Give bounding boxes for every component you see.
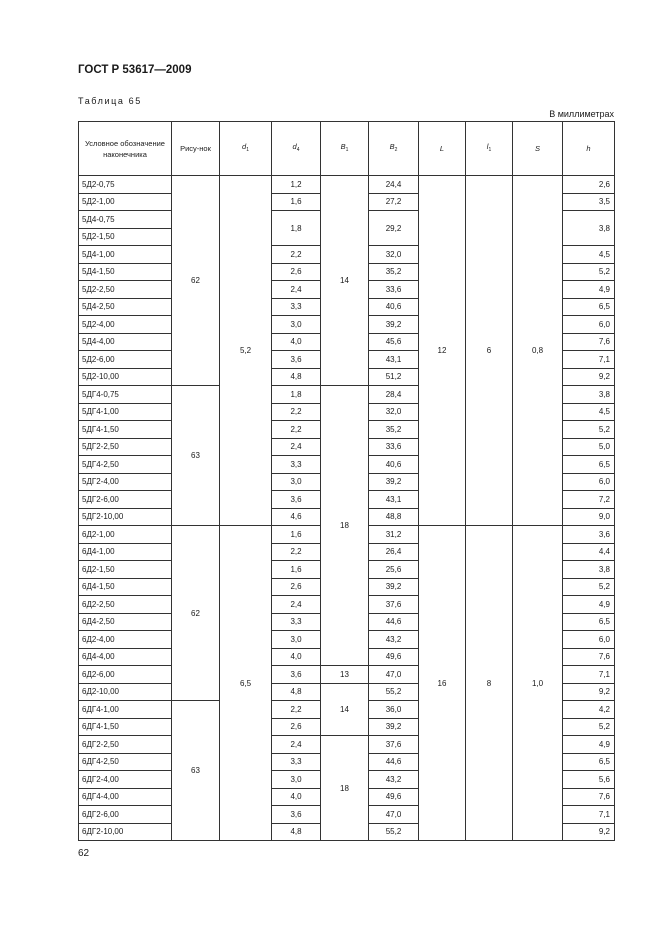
cell-h: 5,0 [563,438,615,456]
cell-designation: 5Д2-1,50 [79,228,172,246]
cell-designation: 6ДГ4-2,50 [79,753,172,771]
cell-h: 7,6 [563,648,615,666]
header-S: S [513,122,563,176]
cell-h: 7,1 [563,806,615,824]
cell-d4: 3,6 [272,491,321,509]
cell-designation: 5Д2-2,50 [79,281,172,299]
cell-designation: 5Д4-4,00 [79,333,172,351]
cell-B2: 32,0 [369,246,419,264]
header-h: h [563,122,615,176]
cell-designation: 5ДГ4-2,50 [79,456,172,474]
cell-h: 6,0 [563,316,615,334]
cell-designation: 5Д4-1,00 [79,246,172,264]
cell-designation: 6Д4-1,00 [79,543,172,561]
cell-designation: 5ДГ4-0,75 [79,386,172,404]
cell-h: 5,2 [563,718,615,736]
cell-designation: 6Д4-2,50 [79,613,172,631]
cell-designation: 6Д2-4,00 [79,631,172,649]
cell-designation: 5Д2-1,00 [79,193,172,211]
cell-designation: 6ДГ4-1,00 [79,701,172,719]
cell-B2: 39,2 [369,473,419,491]
cell-d4: 4,8 [272,683,321,701]
cell-h: 3,8 [563,386,615,404]
cell-B2: 40,6 [369,298,419,316]
cell-designation: 5Д2-10,00 [79,368,172,386]
cell-figure: 63 [172,701,220,841]
cell-h: 3,8 [563,211,615,246]
cell-h: 6,5 [563,456,615,474]
cell-d4: 1,6 [272,561,321,579]
header-figure: Рису-нок [172,122,220,176]
cell-designation: 5Д2-6,00 [79,351,172,369]
cell-d4: 3,0 [272,771,321,789]
cell-B2: 55,2 [369,683,419,701]
cell-h: 5,6 [563,771,615,789]
cell-h: 6,5 [563,298,615,316]
cell-h: 9,2 [563,823,615,841]
cell-d4: 2,6 [272,718,321,736]
cell-h: 7,1 [563,351,615,369]
cell-designation: 6ДГ2-10,00 [79,823,172,841]
cell-designation: 5Д2-4,00 [79,316,172,334]
cell-designation: 6ДГ2-4,00 [79,771,172,789]
cell-h: 9,0 [563,508,615,526]
cell-d4: 3,6 [272,666,321,684]
cell-designation: 5ДГ4-1,00 [79,403,172,421]
cell-h: 9,2 [563,368,615,386]
cell-figure: 63 [172,386,220,526]
cell-d4: 2,6 [272,263,321,281]
cell-B2: 28,4 [369,386,419,404]
cell-h: 4,5 [563,403,615,421]
cell-B2: 31,2 [369,526,419,544]
cell-d4: 1,2 [272,176,321,194]
cell-B2: 35,2 [369,263,419,281]
cell-d4: 2,4 [272,281,321,299]
page-number: 62 [78,848,90,859]
header-B2: $B_2$ [369,122,419,176]
cell-designation: 5ДГ2-10,00 [79,508,172,526]
cell-B1: 13 [321,666,369,684]
cell-d4: 3,3 [272,298,321,316]
cell-B2: 37,6 [369,736,419,754]
cell-B2: 43,2 [369,771,419,789]
cell-h: 3,8 [563,561,615,579]
header-L: L [419,122,466,176]
cell-B2: 44,6 [369,613,419,631]
cell-h: 5,2 [563,578,615,596]
cell-designation: 6Д2-1,50 [79,561,172,579]
cell-B2: 43,1 [369,491,419,509]
cell-designation: 6Д2-2,50 [79,596,172,614]
cell-d4: 3,0 [272,631,321,649]
cell-designation: 6Д4-4,00 [79,648,172,666]
cell-d4: 3,6 [272,351,321,369]
cell-designation: 6ДГ2-2,50 [79,736,172,754]
table-row [79,176,615,194]
cell-designation: 5Д4-0,75 [79,211,172,229]
cell-h: 6,5 [563,613,615,631]
cell-d4: 4,8 [272,368,321,386]
cell-d4: 3,0 [272,316,321,334]
table-header-row [79,122,615,176]
cell-d4: 4,0 [272,333,321,351]
cell-h: 3,5 [563,193,615,211]
cell-B2: 24,4 [369,176,419,194]
cell-B2: 55,2 [369,823,419,841]
cell-B2: 43,1 [369,351,419,369]
cell-B2: 26,4 [369,543,419,561]
cell-h: 3,6 [563,526,615,544]
cell-designation: 5ДГ2-6,00 [79,491,172,509]
cell-B2: 36,0 [369,701,419,719]
cell-L: 12 [419,176,466,526]
cell-h: 6,0 [563,631,615,649]
cell-d4: 4,6 [272,508,321,526]
cell-d4: 2,2 [272,421,321,439]
cell-d4: 2,4 [272,736,321,754]
cell-B2: 45,6 [369,333,419,351]
cell-h: 4,5 [563,246,615,264]
cell-d4: 2,2 [272,403,321,421]
cell-figure: 62 [172,526,220,701]
cell-h: 6,0 [563,473,615,491]
cell-d4: 2,4 [272,438,321,456]
cell-h: 7,1 [563,666,615,684]
cell-d4: 2,4 [272,596,321,614]
cell-L: 16 [419,526,466,841]
table-caption: Таблица 65 [78,96,142,106]
cell-B2: 33,6 [369,438,419,456]
cell-designation: 6Д4-1,50 [79,578,172,596]
cell-B2: 33,6 [369,281,419,299]
cell-B2: 43,2 [369,631,419,649]
cell-B2: 25,6 [369,561,419,579]
header-d1: $d_1$ [220,122,272,176]
cell-d1: 6,5 [220,526,272,841]
cell-h: 4,9 [563,736,615,754]
cell-B1: 18 [321,736,369,841]
cell-B2: 39,2 [369,718,419,736]
cell-B2: 47,0 [369,806,419,824]
cell-d4: 3,0 [272,473,321,491]
cell-h: 4,2 [563,701,615,719]
cell-d1: 5,2 [220,176,272,526]
cell-S: 1,0 [513,526,563,841]
cell-d4: 2,2 [272,543,321,561]
cell-d4: 3,3 [272,613,321,631]
cell-designation: 5Д4-2,50 [79,298,172,316]
cell-d4: 1,6 [272,193,321,211]
cell-B2: 39,2 [369,316,419,334]
cell-d4: 1,6 [272,526,321,544]
header-B1: $B_1$ [321,122,369,176]
cell-designation: 6ДГ4-1,50 [79,718,172,736]
cell-designation: 6Д2-10,00 [79,683,172,701]
cell-B2: 27,2 [369,193,419,211]
cell-d4: 3,6 [272,806,321,824]
cell-d4: 1,8 [272,386,321,404]
cell-designation: 5ДГ2-4,00 [79,473,172,491]
units-note: В миллиметрах [549,109,614,119]
cell-B1: 18 [321,386,369,666]
cell-h: 5,2 [563,421,615,439]
header-designation: Условное обозначение наконечника [79,122,172,176]
cell-designation: 6ДГ4-4,00 [79,788,172,806]
cell-designation: 6Д2-6,00 [79,666,172,684]
cell-B2: 49,6 [369,648,419,666]
cell-d4: 2,2 [272,701,321,719]
dimensions-table [78,121,615,841]
cell-B2: 51,2 [369,368,419,386]
cell-d4: 3,3 [272,753,321,771]
cell-B2: 29,2 [369,211,419,246]
cell-B2: 39,2 [369,578,419,596]
cell-B2: 49,6 [369,788,419,806]
cell-d4: 4,8 [272,823,321,841]
cell-B2: 48,8 [369,508,419,526]
cell-designation: 6ДГ2-6,00 [79,806,172,824]
cell-d4: 2,2 [272,246,321,264]
cell-B1: 14 [321,176,369,386]
cell-h: 6,5 [563,753,615,771]
cell-B2: 32,0 [369,403,419,421]
cell-B2: 35,2 [369,421,419,439]
cell-B2: 37,6 [369,596,419,614]
cell-h: 4,9 [563,281,615,299]
cell-B1: 14 [321,683,369,736]
cell-designation: 5ДГ4-1,50 [79,421,172,439]
cell-h: 2,6 [563,176,615,194]
cell-h: 7,6 [563,333,615,351]
standard-number: ГОСТ Р 53617—2009 [78,64,192,76]
cell-figure: 62 [172,176,220,386]
cell-B2: 44,6 [369,753,419,771]
cell-d4: 4,0 [272,648,321,666]
cell-h: 9,2 [563,683,615,701]
header-d4: $d_4$ [272,122,321,176]
cell-h: 5,2 [563,263,615,281]
cell-designation: 5Д2-0,75 [79,176,172,194]
cell-S: 0,8 [513,176,563,526]
cell-designation: 5Д4-1,50 [79,263,172,281]
cell-d4: 4,0 [272,788,321,806]
cell-designation: 5ДГ2-2,50 [79,438,172,456]
cell-l1: 6 [466,176,513,526]
cell-l1: 8 [466,526,513,841]
cell-B2: 47,0 [369,666,419,684]
cell-d4: 1,8 [272,211,321,246]
cell-h: 7,2 [563,491,615,509]
cell-h: 4,4 [563,543,615,561]
cell-d4: 3,3 [272,456,321,474]
header-l1: $l_1$ [466,122,513,176]
cell-B2: 40,6 [369,456,419,474]
cell-designation: 6Д2-1,00 [79,526,172,544]
cell-h: 7,6 [563,788,615,806]
cell-h: 4,9 [563,596,615,614]
cell-d4: 2,6 [272,578,321,596]
